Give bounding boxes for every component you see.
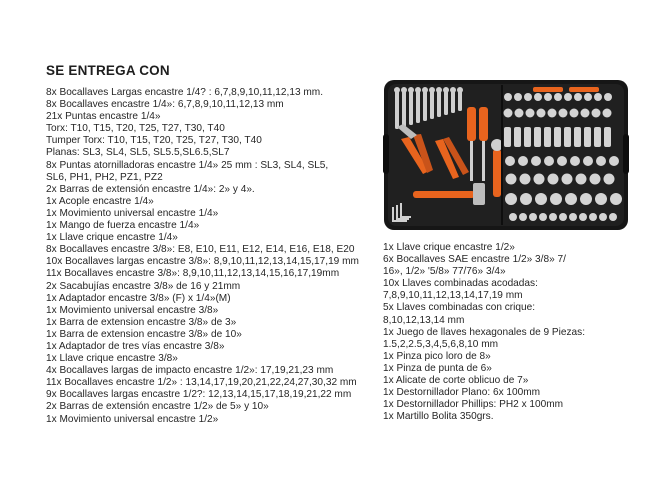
list-item: 1x Llave crique encastre 3/8» xyxy=(46,353,178,365)
list-item: 1x Destornillador Plano: 6x 100mm xyxy=(383,387,541,399)
list-item: 10x Llaves combinadas acodadas: xyxy=(383,278,538,290)
list-item: 11x Bocallaves encastre 3/8»: 8,9,10,11,12,13,14,15,16,17,19mm xyxy=(46,268,340,280)
list-item: 1x Juego de llaves hexagonales de 9 Piezas: xyxy=(383,326,586,338)
list-item: 10x Bocallaves largas encastre 3/8»: 8,9,10,11,12,13,14,15,17,19 mm xyxy=(46,256,359,268)
list-item: 8x Bocallaves encastre 1/4»: 6,7,8,9,10,11,12,13 mm xyxy=(46,99,284,111)
contents-list-left xyxy=(46,87,376,426)
list-item: 1x Alicate de corte oblicuo de 7» xyxy=(383,375,529,387)
list-item: 6x Bocallaves SAE encastre 1/2» 3/8» 7/ xyxy=(383,254,566,266)
list-item: 1x Pinza de punta de 6» xyxy=(383,362,492,374)
list-item: 1x Llave crique encastre 1/2» xyxy=(383,242,515,253)
list-item: Tumper Torx: T10, T15, T20, T25, T27, T30, T40 xyxy=(46,135,262,147)
list-item: Planas: SL3, SL4, SL5, SL5.5,SL6.5,SL7 xyxy=(46,147,230,159)
list-item: 8,10,12,13,14 mm xyxy=(383,314,465,326)
contents-list-right xyxy=(383,242,633,423)
list-item: SL6, PH1, PH2, PZ1, PZ2 xyxy=(46,171,163,183)
list-item: 1x Adaptador encastre 3/8» (F) x 1/4»(M) xyxy=(46,292,231,304)
list-item: 11x Bocallaves encastre 1/2» : 13,14,17,19,20,21,22,24,27,30,32 mm xyxy=(46,377,357,389)
list-item: 16», 1/2» '5/8» 77/76» 3/4» xyxy=(383,266,506,278)
list-item: Torx: T10, T15, T20, T25, T27, T30, T40 xyxy=(46,123,225,135)
list-item: 5x Llaves combinadas con crique: xyxy=(383,302,536,314)
list-item: 8x Puntas atornilladoras encastre 1/4» 25 mm : SL3, SL4, SL5, xyxy=(46,159,329,171)
list-item: 1x Mango de fuerza encastre 1/4» xyxy=(46,220,200,232)
list-item: 4x Bocallaves largas de impacto encastre 1/2»: 17,19,21,23 mm xyxy=(46,365,334,377)
list-item: 1x Barra de extension encastre 3/8» de 10» xyxy=(46,328,242,340)
tool-case-image xyxy=(383,79,629,231)
list-item: 1x Barra de extension encastre 3/8» de 3» xyxy=(46,316,237,328)
list-item: 2x Barras de extensión encastre 1/4»: 2» y 4». xyxy=(46,183,255,195)
list-item: 1x Movimiento universal encastre 1/2» xyxy=(46,413,219,425)
list-item: 7,8,9,10,11,12,13,14,17,19 mm xyxy=(383,290,523,302)
list-item: 2x Sacabujías encastre 3/8» de 16 y 21mm xyxy=(46,280,241,292)
list-item: 1x Movimiento universal encastre 3/8» xyxy=(46,304,219,316)
page-title: SE ENTREGA CON xyxy=(46,63,170,78)
list-item: 21x Puntas encastre 1/4» xyxy=(46,111,161,123)
list-item: 1x Destornillador Phillips: PH2 x 100mm xyxy=(383,399,564,411)
list-item: 1x Pinza pico loro de 8» xyxy=(383,350,491,362)
list-item: 1x Acople encastre 1/4» xyxy=(46,195,154,207)
list-item: 9x Bocallaves largas encastre 1/2?: 12,13,14,15,17,18,19,21,22 mm xyxy=(46,389,352,401)
list-item: 1.5,2,2.5,3,4,5,6,8,10 mm xyxy=(383,338,499,350)
list-item: 2x Barras de extensión encastre 1/2» de 5» y 10» xyxy=(46,401,269,413)
list-item: 1x Movimiento universal encastre 1/4» xyxy=(46,207,219,219)
list-item: 8x Bocallaves Largas encastre 1/4? : 6,7,8,9,10,11,12,13 mm. xyxy=(46,87,323,98)
list-item: 8x Bocallaves encastre 3/8»: E8, E10, E11, E12, E14, E16, E18, E20 xyxy=(46,244,355,256)
list-item: 1x Llave crique encastre 1/4» xyxy=(46,232,178,244)
list-item: 1x Martillo Bolita 350grs. xyxy=(383,411,494,423)
list-item: 1x Adaptador de tres vías encastre 3/8» xyxy=(46,340,225,352)
